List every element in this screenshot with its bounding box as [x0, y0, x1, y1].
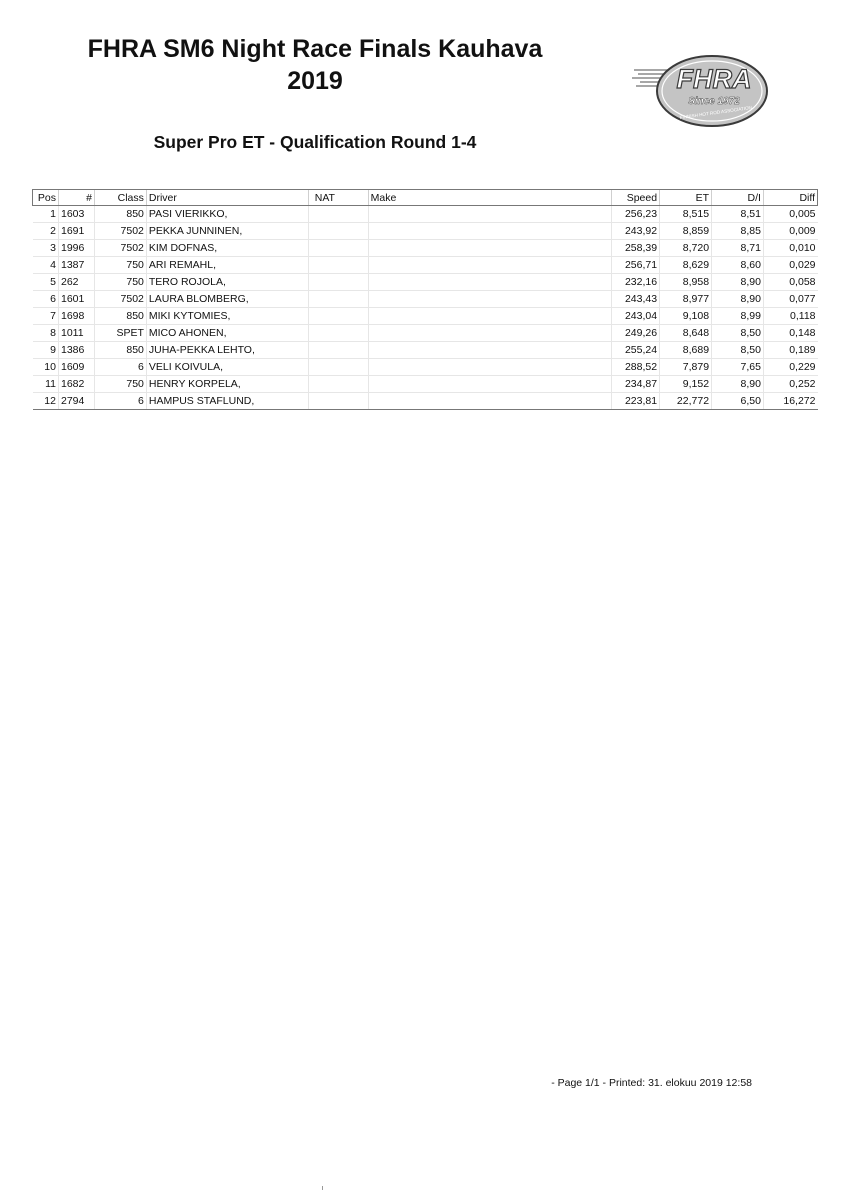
table-row — [33, 206, 818, 223]
logo-text: FHRA — [676, 64, 752, 94]
row-make — [368, 274, 611, 291]
row-pos: 6 — [33, 291, 59, 308]
row-diff: 0,029 — [763, 257, 817, 274]
document-title-year: 2019 — [287, 67, 343, 95]
row-et: 8,648 — [660, 325, 712, 342]
row-di: 7,65 — [712, 359, 764, 376]
row-nat — [308, 206, 368, 223]
logo-org: FINNISH HOT ROD ASSOCIATION — [679, 104, 753, 121]
table-row — [33, 376, 818, 393]
row-number: 1691 — [58, 223, 94, 240]
table-header-row — [33, 190, 818, 206]
row-number: 1609 — [58, 359, 94, 376]
row-number: 1387 — [58, 257, 94, 274]
table-row — [33, 274, 818, 291]
table-row — [33, 393, 818, 410]
fhra-logo — [630, 50, 770, 132]
col-number: # — [58, 190, 94, 206]
row-driver: LAURA BLOMBERG, — [146, 291, 308, 308]
row-di: 8,51 — [712, 206, 764, 223]
row-make — [368, 308, 611, 325]
row-make — [368, 257, 611, 274]
row-et: 8,515 — [660, 206, 712, 223]
row-di: 6,50 — [712, 393, 764, 410]
row-pos: 11 — [33, 376, 59, 393]
col-driver: Driver — [146, 190, 308, 206]
row-di: 8,60 — [712, 257, 764, 274]
col-di: D/I — [712, 190, 764, 206]
scan-mark — [322, 1186, 323, 1190]
row-make — [368, 376, 611, 393]
table-row — [33, 325, 818, 342]
row-class: 850 — [94, 206, 146, 223]
row-diff: 0,077 — [763, 291, 817, 308]
row-pos: 1 — [33, 206, 59, 223]
row-driver: PASI VIERIKKO, — [146, 206, 308, 223]
row-number: 262 — [58, 274, 94, 291]
row-diff: 0,118 — [763, 308, 817, 325]
col-nat: NAT — [308, 190, 368, 206]
row-speed: 256,71 — [612, 257, 660, 274]
document-subtitle: Super Pro ET - Qualification Round 1-4 — [153, 132, 477, 152]
col-diff: Diff — [763, 190, 817, 206]
row-nat — [308, 223, 368, 240]
row-driver: MICO AHONEN, — [146, 325, 308, 342]
row-diff: 16,272 — [763, 393, 817, 410]
row-number: 1698 — [58, 308, 94, 325]
row-driver: ARI REMAHL, — [146, 257, 308, 274]
col-speed: Speed — [612, 190, 660, 206]
row-di: 8,90 — [712, 291, 764, 308]
row-pos: 5 — [33, 274, 59, 291]
row-class: 750 — [94, 274, 146, 291]
row-speed: 288,52 — [612, 359, 660, 376]
col-class: Class — [94, 190, 146, 206]
row-nat — [308, 359, 368, 376]
row-speed: 243,43 — [612, 291, 660, 308]
row-speed: 243,92 — [612, 223, 660, 240]
row-pos: 12 — [33, 393, 59, 410]
row-et: 22,772 — [660, 393, 712, 410]
row-number: 1601 — [58, 291, 94, 308]
row-speed: 256,23 — [612, 206, 660, 223]
row-nat — [308, 240, 368, 257]
document-title: FHRA SM6 Night Race Finals Kauhava — [87, 35, 543, 63]
row-nat — [308, 274, 368, 291]
table-row — [33, 342, 818, 359]
row-di: 8,90 — [712, 274, 764, 291]
row-number: 1682 — [58, 376, 94, 393]
row-et: 8,720 — [660, 240, 712, 257]
row-driver: MIKI KYTOMIES, — [146, 308, 308, 325]
row-class: 750 — [94, 257, 146, 274]
row-diff: 0,148 — [763, 325, 817, 342]
row-et: 7,879 — [660, 359, 712, 376]
row-et: 8,629 — [660, 257, 712, 274]
row-speed: 249,26 — [612, 325, 660, 342]
row-diff: 0,009 — [763, 223, 817, 240]
row-nat — [308, 291, 368, 308]
row-pos: 4 — [33, 257, 59, 274]
row-nat — [308, 257, 368, 274]
row-di: 8,50 — [712, 325, 764, 342]
page-footer: - Page 1/1 - Printed: 31. elokuu 2019 12:58 — [551, 1077, 752, 1089]
row-number: 1011 — [58, 325, 94, 342]
row-class: 850 — [94, 342, 146, 359]
row-number: 1386 — [58, 342, 94, 359]
row-class: SPET — [94, 325, 146, 342]
logo-since: Since 1972 — [688, 96, 740, 107]
row-number: 1603 — [58, 206, 94, 223]
row-diff: 0,229 — [763, 359, 817, 376]
row-di: 8,50 — [712, 342, 764, 359]
row-make — [368, 393, 611, 410]
col-et: ET — [660, 190, 712, 206]
row-driver: JUHA-PEKKA LEHTO, — [146, 342, 308, 359]
row-diff: 0,058 — [763, 274, 817, 291]
row-make — [368, 240, 611, 257]
row-pos: 3 — [33, 240, 59, 257]
row-speed: 258,39 — [612, 240, 660, 257]
row-class: 850 — [94, 308, 146, 325]
row-nat — [308, 393, 368, 410]
row-make — [368, 342, 611, 359]
row-pos: 2 — [33, 223, 59, 240]
table-row — [33, 240, 818, 257]
table-row — [33, 223, 818, 240]
row-et: 8,977 — [660, 291, 712, 308]
row-class: 7502 — [94, 223, 146, 240]
row-di: 8,90 — [712, 376, 764, 393]
row-driver: VELI KOIVULA, — [146, 359, 308, 376]
row-driver: TERO ROJOLA, — [146, 274, 308, 291]
row-speed: 255,24 — [612, 342, 660, 359]
row-diff: 0,189 — [763, 342, 817, 359]
row-pos: 7 — [33, 308, 59, 325]
row-diff: 0,005 — [763, 206, 817, 223]
row-et: 8,958 — [660, 274, 712, 291]
row-make — [368, 359, 611, 376]
row-speed: 243,04 — [612, 308, 660, 325]
row-di: 8,99 — [712, 308, 764, 325]
row-nat — [308, 308, 368, 325]
row-et: 9,108 — [660, 308, 712, 325]
row-pos: 8 — [33, 325, 59, 342]
row-make — [368, 206, 611, 223]
row-number: 1996 — [58, 240, 94, 257]
row-speed: 232,16 — [612, 274, 660, 291]
row-number: 2794 — [58, 393, 94, 410]
row-make — [368, 325, 611, 342]
row-pos: 10 — [33, 359, 59, 376]
row-diff: 0,010 — [763, 240, 817, 257]
row-driver: KIM DOFNAS, — [146, 240, 308, 257]
row-class: 750 — [94, 376, 146, 393]
table-row — [33, 291, 818, 308]
row-diff: 0,252 — [763, 376, 817, 393]
results-table — [32, 189, 818, 410]
row-pos: 9 — [33, 342, 59, 359]
row-et: 9,152 — [660, 376, 712, 393]
row-class: 7502 — [94, 240, 146, 257]
row-driver: HAMPUS STAFLUND, — [146, 393, 308, 410]
row-driver: HENRY KORPELA, — [146, 376, 308, 393]
row-class: 6 — [94, 359, 146, 376]
row-driver: PEKKA JUNNINEN, — [146, 223, 308, 240]
table-row — [33, 257, 818, 274]
col-pos: Pos — [33, 190, 59, 206]
row-make — [368, 223, 611, 240]
col-make: Make — [368, 190, 611, 206]
row-make — [368, 291, 611, 308]
row-di: 8,85 — [712, 223, 764, 240]
row-nat — [308, 325, 368, 342]
table-row — [33, 308, 818, 325]
row-di: 8,71 — [712, 240, 764, 257]
row-speed: 234,87 — [612, 376, 660, 393]
row-speed: 223,81 — [612, 393, 660, 410]
table-row — [33, 359, 818, 376]
row-nat — [308, 376, 368, 393]
row-et: 8,859 — [660, 223, 712, 240]
row-nat — [308, 342, 368, 359]
row-et: 8,689 — [660, 342, 712, 359]
row-class: 6 — [94, 393, 146, 410]
row-class: 7502 — [94, 291, 146, 308]
